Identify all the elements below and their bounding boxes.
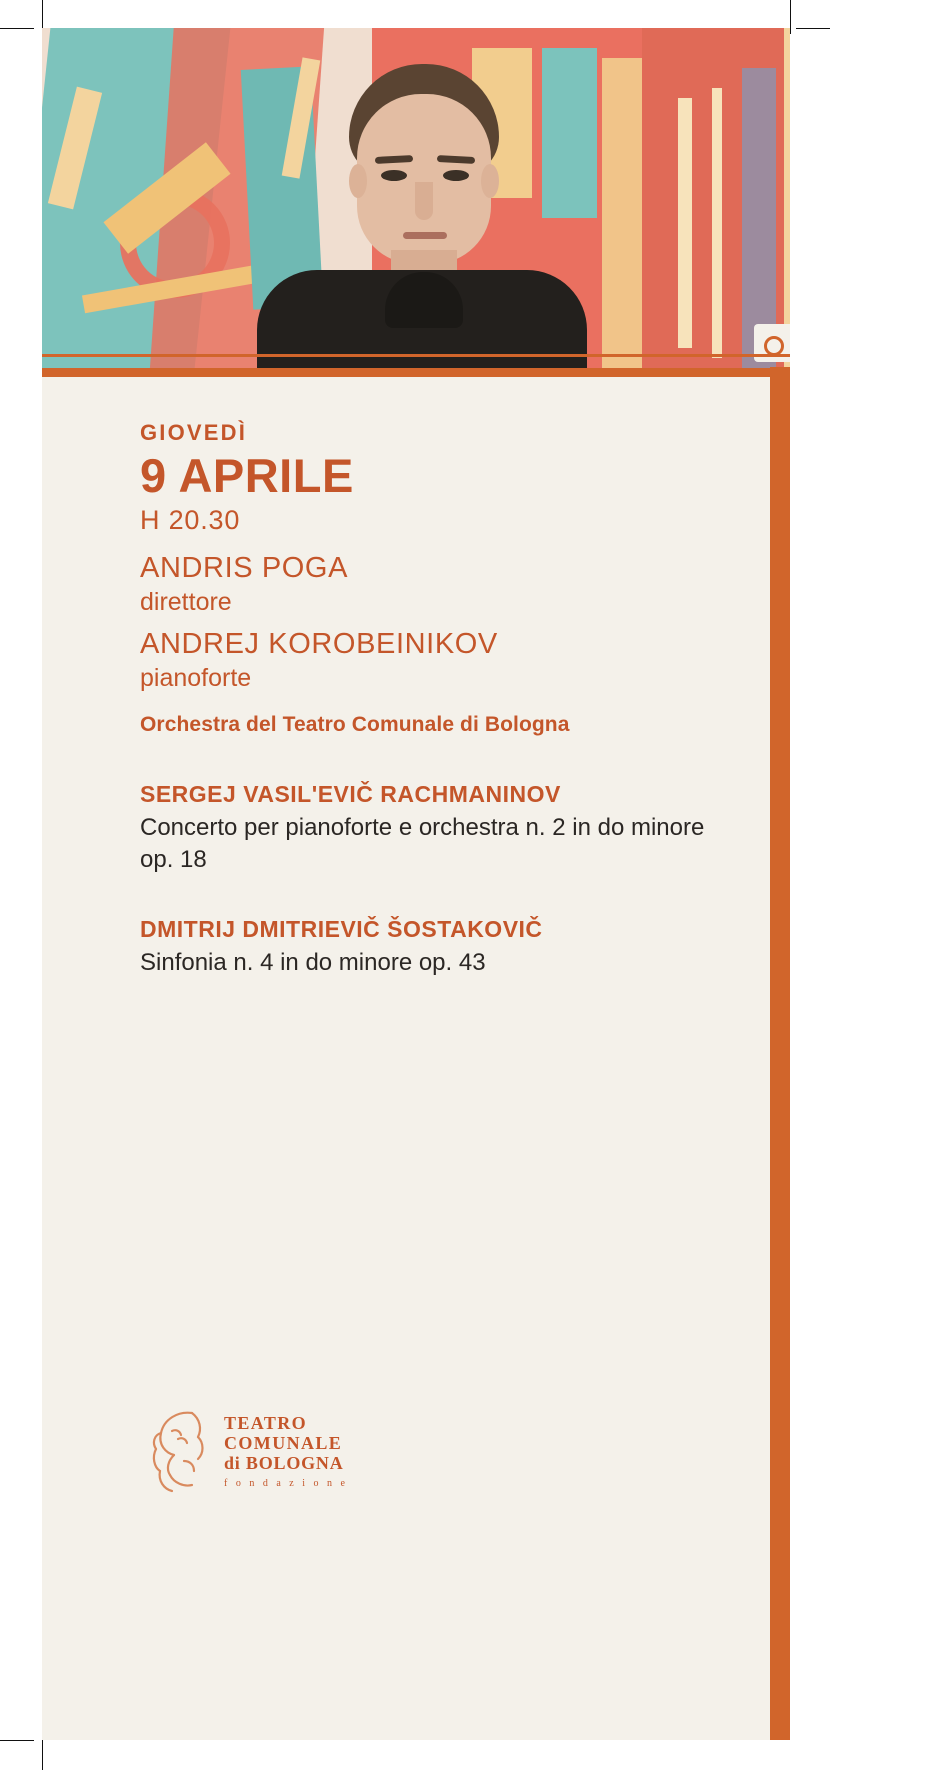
decor-shape-gold-edge: [784, 28, 790, 368]
side-color-band: [770, 367, 790, 1740]
logo-line-bologna: di BOLOGNA: [224, 1453, 344, 1474]
crop-mark-top-left-horizontal: [0, 28, 34, 29]
piece-title: Sinfonia n. 4 in do minore op. 43: [140, 949, 486, 977]
crop-mark-top-right-vertical: [790, 0, 791, 34]
programme-item: [140, 916, 740, 979]
portrait-nose: [415, 182, 433, 220]
portrait-eye-right: [443, 170, 469, 181]
composer-name: DMITRIJ DMITRIEVIČ ŠOSTAKOVIČ: [140, 916, 543, 943]
programme-item: [140, 781, 740, 877]
event-details: [140, 420, 740, 980]
soloist-name: ANDREJ KOROBEINIKOV: [140, 628, 498, 661]
soloist-role: pianoforte: [140, 664, 252, 693]
portrait-mouth: [403, 232, 447, 239]
piece-title: Concerto per pianoforte e orchestra n. 2 in do minore op. 18: [140, 813, 705, 873]
poster-card: [42, 28, 790, 1740]
divider-thin: [42, 354, 790, 357]
decor-shape-gold-strip: [602, 58, 642, 368]
portrait-ear-right: [481, 164, 499, 198]
composer-name: SERGEJ VASIL'EVIČ RACHMANINOV: [140, 780, 561, 807]
event-date: 9 APRILE: [140, 449, 354, 502]
crop-mark-bottom-left-vertical: [42, 1736, 43, 1770]
event-weekday: GIOVEDÌ: [140, 420, 248, 445]
conductor-name: ANDRIS POGA: [140, 551, 349, 584]
hero-image: [42, 28, 790, 368]
portrait-eye-left: [381, 170, 407, 181]
portrait-figure: [257, 64, 587, 368]
decor-shape-mauve: [742, 68, 776, 368]
crop-mark-bottom-left-horizontal: [0, 1740, 34, 1741]
ensemble-name: Orchestra del Teatro Comunale di Bologna: [140, 712, 570, 736]
conductor-role: direttore: [140, 587, 232, 616]
logo-line-comunale: COMUNALE: [224, 1433, 343, 1454]
logo-wordmark: [224, 1413, 348, 1489]
portrait-ear-left: [349, 164, 367, 198]
divider-thick: [42, 368, 790, 377]
lion-head-icon: [148, 1405, 214, 1497]
decor-shape-line-b: [712, 88, 722, 358]
theatre-logo: [148, 1396, 408, 1506]
logo-line-teatro: TEATRO: [224, 1413, 308, 1434]
crop-mark-top-right-horizontal: [796, 28, 830, 29]
event-time: H 20.30: [140, 504, 241, 535]
logo-line-fondazione: f o n d a z i o n e: [224, 1477, 348, 1489]
decor-shape-line-a: [678, 98, 692, 348]
circle-mark-icon: [764, 336, 784, 356]
